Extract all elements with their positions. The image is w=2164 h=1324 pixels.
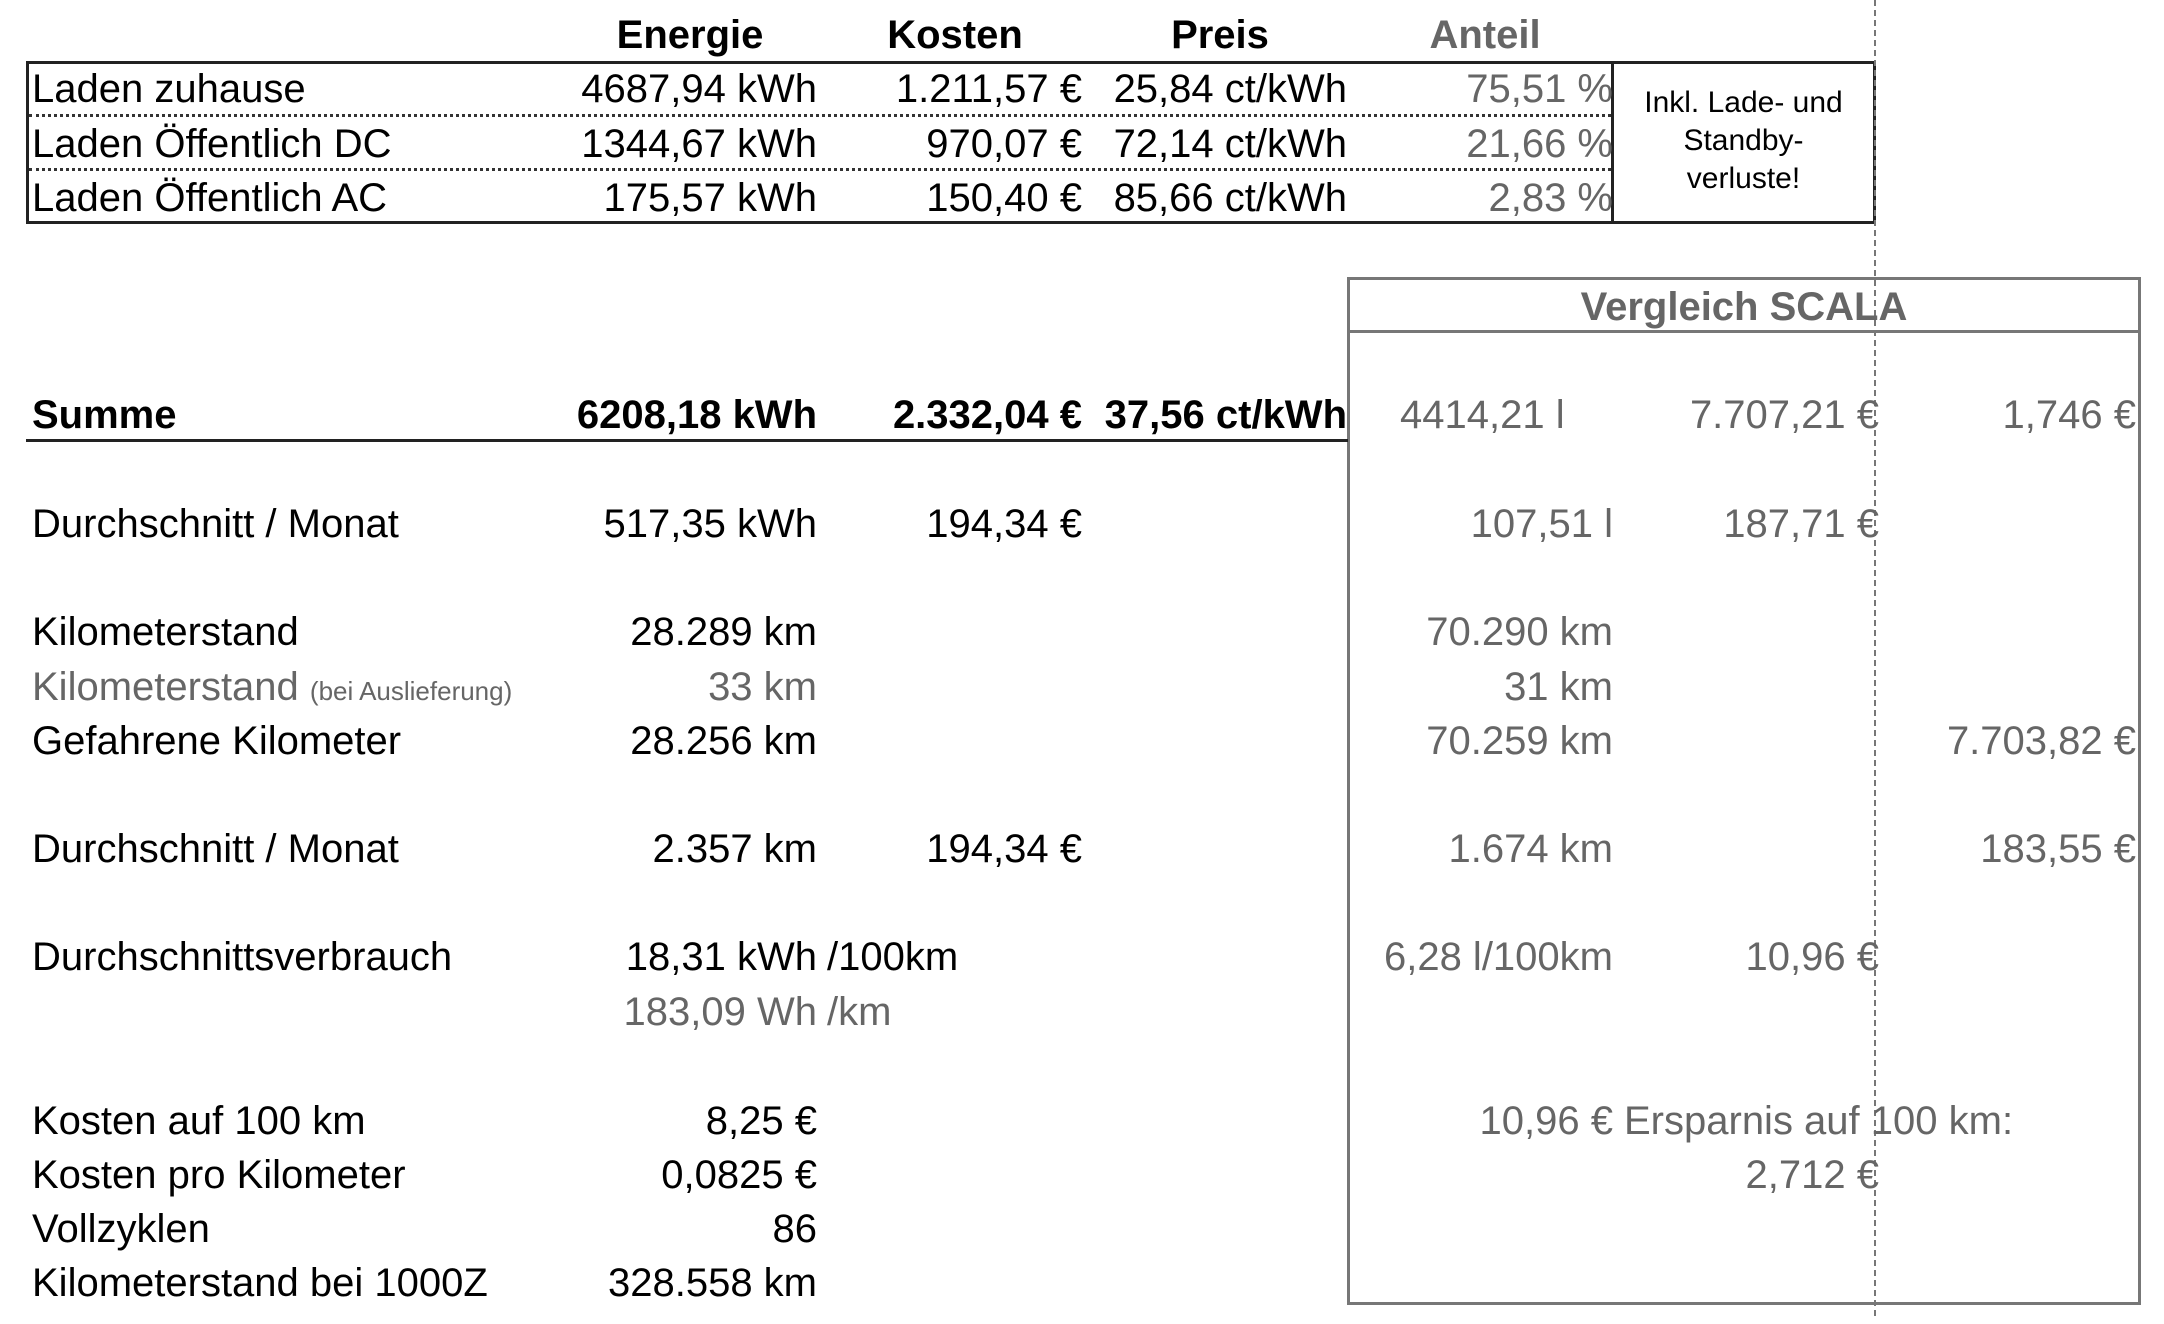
gefahren-label: Gefahrene Kilometer (32, 719, 402, 763)
header-anteil: Anteil (1429, 13, 1541, 57)
auslieferung-value: 33 km (708, 665, 817, 709)
ersparnis-value: 2,712 € (1745, 1153, 1879, 1197)
km-1000z-label: Kilometerstand bei 1000Z (32, 1261, 488, 1305)
verbrauch-value: 18,31 kWh (625, 935, 817, 979)
kosten-100-value: 8,25 € (705, 1099, 817, 1143)
monat-km-value: 2.357 km (652, 827, 817, 871)
header-preis: Preis (1171, 13, 1269, 57)
scala-monat-km-kosten: 183,55 € (1980, 827, 2136, 871)
scala-kosten-100: 10,96 € (1479, 1099, 1613, 1143)
row-anteil: 2,83 % (1488, 176, 1613, 220)
scala-gefahren: 70.259 km (1426, 719, 1613, 763)
row-label: Laden zuhause (32, 67, 306, 111)
header-energie: Energie (616, 13, 764, 57)
scala-summe-kosten: 7.707,21 € (1689, 393, 1879, 437)
verbrauch-label: Durchschnittsverbrauch (32, 935, 453, 979)
vollzyklen-value: 86 (772, 1207, 817, 1251)
monat-km-kosten: 194,34 € (926, 827, 1082, 871)
note-text: Inkl. Lade- und Standby- verluste! (1644, 86, 1843, 195)
kosten-km-label: Kosten pro Kilometer (32, 1153, 406, 1197)
vollzyklen-label: Vollzyklen (32, 1207, 210, 1251)
summe-energie: 6208,18 kWh (576, 393, 817, 437)
row-energie: 1344,67 kWh (581, 122, 817, 166)
header-kosten: Kosten (887, 13, 1023, 57)
row-kosten: 970,07 € (926, 122, 1082, 166)
scala-auslieferung: 31 km (1504, 665, 1613, 709)
verbrauch-unit2: /km (827, 990, 892, 1034)
row-preis: 72,14 ct/kWh (1113, 122, 1347, 166)
row-kosten: 150,40 € (926, 176, 1082, 220)
row-preis: 25,84 ct/kWh (1113, 67, 1347, 111)
kosten-km-value: 0,0825 € (661, 1153, 817, 1197)
scala-monat-liter: 107,51 l (1470, 502, 1613, 546)
scala-monat-kosten: 187,71 € (1723, 502, 1879, 546)
scala-verbrauch: 6,28 l/100km (1383, 935, 1613, 979)
summe-preis: 37,56 ct/kWh (1104, 393, 1347, 437)
monat-kosten: 194,34 € (926, 502, 1082, 546)
monat-km-label: Durchschnitt / Monat (32, 827, 399, 871)
scala-kilometerstand: 70.290 km (1426, 610, 1613, 654)
row-energie: 4687,94 kWh (581, 67, 817, 111)
scala-monat-km: 1.674 km (1448, 827, 1613, 871)
row-energie: 175,57 kWh (603, 176, 817, 220)
row-kosten: 1.211,57 € (895, 67, 1082, 111)
row-preis: 85,66 ct/kWh (1113, 176, 1347, 220)
kilometerstand-label: Kilometerstand (32, 610, 299, 654)
kosten-100-label: Kosten auf 100 km (32, 1099, 366, 1143)
row-anteil: 75,51 % (1466, 67, 1613, 111)
scala-summe-liter: 4414,21 l (1400, 393, 1565, 437)
scala-title: Vergleich SCALA (1580, 285, 1908, 329)
verbrauch-value2: 183,09 Wh (623, 990, 817, 1034)
auslieferung-sublabel: (bei Auslieferung) (309, 676, 513, 706)
summe-label: Summe (32, 393, 177, 437)
row-label: Laden Öffentlich AC (32, 176, 388, 220)
row-anteil: 21,66 % (1466, 122, 1613, 166)
summe-kosten: 2.332,04 € (892, 393, 1082, 437)
auslieferung-label (32, 660, 512, 714)
auslieferung-label-main: Kilometerstand (32, 665, 299, 709)
km-1000z-value: 328.558 km (607, 1261, 817, 1305)
ersparnis-label: Ersparnis auf 100 km: (1624, 1099, 2014, 1143)
scala-verbrauch-kosten: 10,96 € (1745, 935, 1879, 979)
monat-energie: 517,35 kWh (603, 502, 817, 546)
scala-gefahren-kosten: 7.703,82 € (1946, 719, 2136, 763)
gefahren-value: 28.256 km (630, 719, 817, 763)
scala-summe-preis: 1,746 € (2002, 393, 2136, 437)
verbrauch-unit: /100km (827, 935, 959, 979)
row-label: Laden Öffentlich DC (32, 122, 392, 166)
kilometerstand-value: 28.289 km (630, 610, 817, 654)
monat-label: Durchschnitt / Monat (32, 502, 399, 546)
